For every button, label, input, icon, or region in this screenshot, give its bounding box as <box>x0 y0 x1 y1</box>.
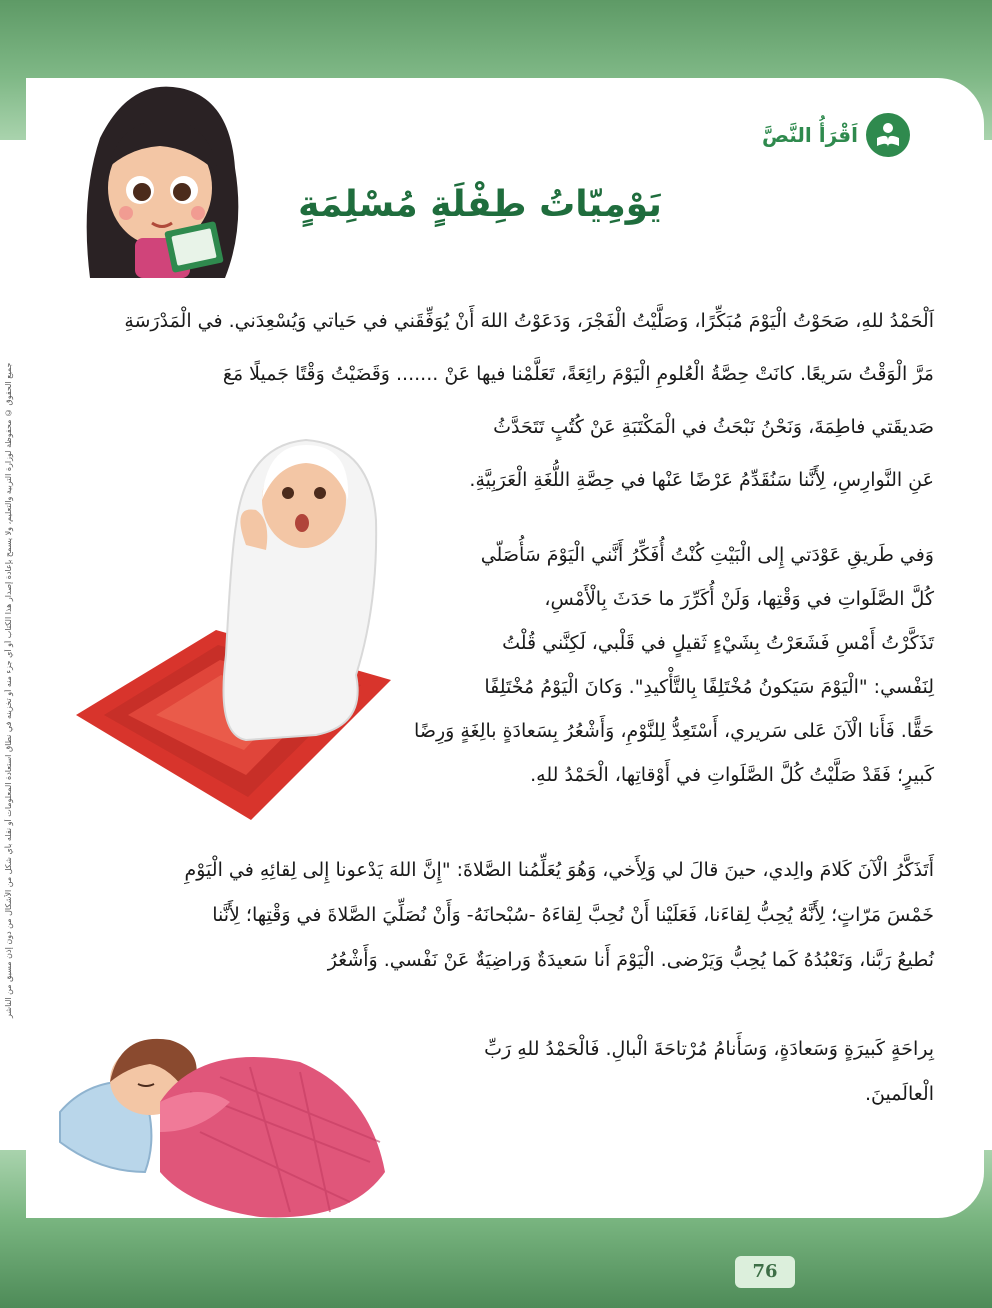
section-tag <box>762 113 910 157</box>
text-line: مَرَّ الْوَقْتُ سَريعًا. كانَتْ حِصَّةُ الْعُلومِ الْيَوْمَ رائِعَةً، تَعَلَّمْنا فيها عَنْ ....... وَقَضَيْتُ وَقْتًا جَميلًا مَعَ <box>222 363 934 385</box>
text-line: كُلَّ الصَّلَواتِ في وَقْتِها، وَلَنْ أُكَرِّرَ ما حَدَثَ بِالْأَمْسِ، <box>544 588 934 610</box>
text-line: تَذَكَّرْتُ أَمْسِ فَشَعَرْتُ بِشَيْءٍ ثَقيلٍ في قَلْبي، لَكِنَّني قُلْتُ <box>502 632 934 654</box>
text-line: صَديقَتي فاطِمَةَ، وَنَحْنُ نَبْحَثُ في الْمَكْتَبَةِ عَنْ كُتُبٍ تَتَحَدَّثُ <box>493 416 934 438</box>
page-number: 76 <box>735 1256 795 1288</box>
text-line: أَتَذَكَّرُ الْآنَ كَلامَ والِدي، حينَ قالَ لي وَلِأَخي، وَهُوَ يُعَلِّمُنا الصَّلاةَ: "إِنَّ اللهَ يَدْعونا إِلى لِقائِهِ في الْيَوْمِ <box>184 859 934 881</box>
text-line: كَبيرٍ؛ فَقَدْ صَلَّيْتُ كُلَّ الصَّلَواتِ في أَوْقاتِها، الْحَمْدُ للهِ. <box>530 764 934 786</box>
text-line: حَقًّا. فَأَنا الْآنَ عَلى سَريري، أَسْتَعِدُّ لِلنَّوْمِ، وَأَشْعُرُ بِسَعادَةٍ بالِغَةٍ وَرِضًا <box>414 720 934 742</box>
section-label: اَقْرَأُ النَّصَّ <box>761 123 858 147</box>
paragraph-1 <box>54 295 934 507</box>
text-line: اَلْحَمْدُ للهِ، صَحَوْتُ الْيَوْمَ مُبَكِّرًا، وَصَلَّيْتُ الْفَجْرَ، وَدَعَوْتُ اللهَ أَنْ يُوَفِّقَني في حَياتي وَيُسْعِدَني. في الْمَدْرَسَةِ <box>124 310 934 332</box>
paragraph-3 <box>54 848 934 983</box>
paragraph-4 <box>314 1027 934 1117</box>
text-line: وَفي طَريقِ عَوْدَتي إِلى الْبَيْتِ كُنْتُ أُفَكِّرُ أَنَّني الْيَوْمَ سَأُصَلّي <box>480 544 934 566</box>
paragraph-2 <box>374 533 934 797</box>
text-line: بِراحَةٍ كَبيرَةٍ وَسَعادَةٍ، وَسَأَنامُ مُرْتاحَةَ الْبالِ. فَالْحَمْدُ للهِ رَبِّ <box>484 1038 934 1060</box>
text-line: عَنِ النَّوارِسِ، لِأَنَّنا سَنُقَدِّمُ عَرْضًا عَنْها في حِصَّةِ اللُّغَةِ الْعَرَبِيَّةِ. <box>469 469 934 491</box>
text-line: خَمْسَ مَرّاتٍ؛ لِأَنَّهُ يُحِبُّ لِقاءَنا، فَعَلَيْنا أَنْ نُحِبَّ لِقاءَهُ -سُبْحانَهُ- وَأَنْ نُصَلِّيَ الصَّلاةَ في وَقْتِها؛ لِأَنَّنا <box>212 904 934 926</box>
text-line: نُطيعُ رَبَّنا، وَنَعْبُدُهُ كَما يُحِبُّ وَيَرْضى. الْيَوْمَ أَنا سَعيدَةٌ وَراضِيَةٌ عَنْ نَفْسي. وَأَشْعُرُ <box>327 949 934 971</box>
page-title: يَوْمِيّاتُ طِفْلَةٍ مُسْلِمَةٍ <box>298 184 662 225</box>
reading-book-icon <box>866 113 910 157</box>
girl-reading-illustration <box>60 78 260 278</box>
text-line: الْعالَمينَ. <box>864 1083 934 1105</box>
copyright-side-note: جميع الحقوق © محفوظة لوزارة التربية والتعليم، ولا يسمح بإعادة إصدار هذا الكتاب أو أي جزء منه أو تخزينه في نطاق استعادة المعلومات أو نقله بأي شكل من الأشكال من دون إذن مسبق من الناشر <box>4 362 13 1018</box>
text-line: لِنَفْسي: "الْيَوْمَ سَيَكونُ مُخْتَلِفًا بِالتَّأْكيدِ". وَكانَ الْيَوْمُ مُخْتَلِفًا <box>484 676 934 698</box>
